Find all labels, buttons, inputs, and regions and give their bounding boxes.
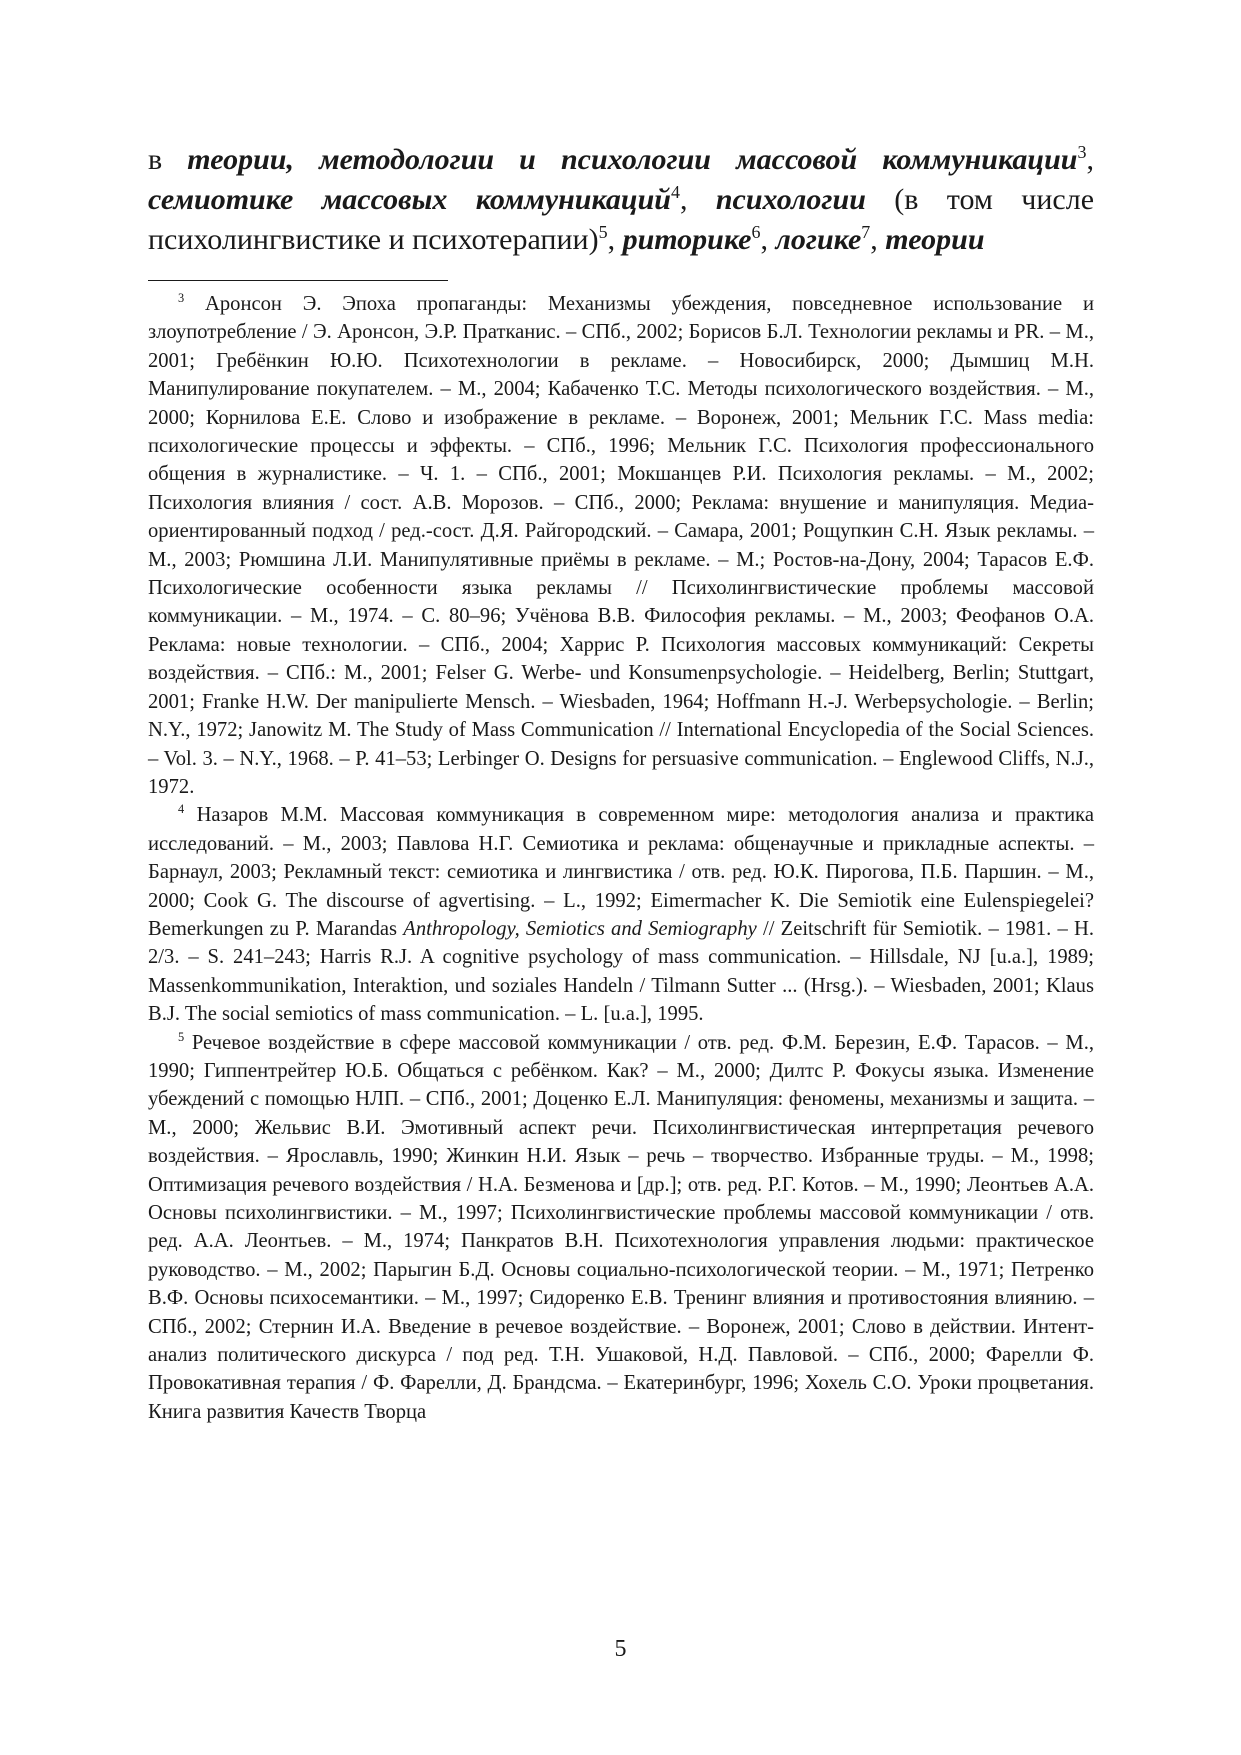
body-text: , xyxy=(679,183,716,216)
footnote-ref-5[interactable]: 5 xyxy=(598,222,608,242)
body-text: , xyxy=(1086,143,1094,176)
footnote-text: Аронсон Э. Эпоха пропаганды: Механизмы убеждения, повседневное использование и злоупотребление / Э. Аронсон, Э.Р. Пратканис. – СПб., 2002; Борисов Б.Л. Технологии рекламы и PR. – М., 2001; Гребёнкин Ю.Ю. Психотехнологии в рекламе. – Новосибирск, 2000; Дымшиц М.Н. Манипулирование покупателем. – М., 2004; Кабаченко Т.С. Методы психологического воздействия. – М., 2000; Корнилова Е.Е. Слово и изображение в рекламе. – Воронеж, 2001; Мельник Г.С. Mass media: психологические процессы и эффекты. – СПб., 1996; Мельник Г.С. Психология профессионального общения в журналистике. – Ч. 1. – СПб., 2001; Мокшанцев Р.И. Психология рекламы. – М., 2002; Психология влияния / сост. А.В. Морозов. – СПб., 2000; Реклама: внушение и манипуляция. Медиа-ориентированный подход / ред.-сост. Д.Я. Райгородский. – Самара, 2001; Рощупкин С.Н. Язык рекламы. – М., 2003; Рюмшина Л.И. Манипулятивные приёмы в рекламе. – М.; Ростов-на-Дону, 2004; Тарасов Е.Ф. Психологические особенности языка рекламы // Психолингвистические проблемы массовой коммуникации. – М., 1974. – С. 80–96; Учёнова В.В. Философия рекламы. – М., 2003; Феофанов О.А. Реклама: новые технологии. – СПб., 2004; Харрис Р. Психология массовых коммуникаций: Секреты воздействия. – СПб.: М., 2001; Felser G. Werbe- und Konsumenpsychologie. – Heidelberg, Berlin; Stuttgart, 2001; Franke H.W. Der manipulierte Mensch. – Wiesbaden, 1964; Hoffmann H.-J. Werbepsychologie. – Berlin; N.Y., 1972; Janowitz M. The Study of Mass Communication // International Encyclopedia of the Social Sciences. – Vol. 3. – N.Y., 1968. – P. 41–53; Lerbinger O. Designs for persuasive communication. – Englewood Cliffs, N.J., 1972. xyxy=(148,293,1094,798)
emphasis-term: риторике xyxy=(622,223,752,256)
page-number: 5 xyxy=(614,1636,627,1662)
footnote-number: 3 xyxy=(178,291,185,306)
emphasis-term: семиотике массовых коммуникаций xyxy=(148,183,671,216)
footnote-5 xyxy=(148,1029,1094,1427)
emphasis-term: теории, методологии и психологии массовой коммуникации xyxy=(187,143,1078,176)
footnote-text: // Zeitschrift für Semiotik. – 1981. – H. 2/3. – S. 241–243; Harris R.J. A cognitive psychology of mass communication. – Hillsdale, NJ [u.a.], 1989; Massenkommunikation, Interaktion, und soziales Handeln / Tilmann Sutter ... (Hrsg.). – Wiesbaden, 2001; Klaus B.J. The social semiotics of mass communication. – L. [u.a.], 1995. xyxy=(148,917,1095,1026)
footnote-number: 5 xyxy=(178,1029,185,1044)
footnote-number: 4 xyxy=(178,802,185,817)
body-text: (в том числе психолингвистике и психотерапии) xyxy=(148,183,1095,256)
body-text: , xyxy=(870,223,886,256)
footnote-4 xyxy=(148,801,1094,1028)
footnote-3 xyxy=(148,290,1094,801)
body-text: в xyxy=(148,143,188,176)
footnotes xyxy=(148,290,1094,1426)
footnote-separator xyxy=(148,280,448,281)
body-text: , xyxy=(607,223,623,256)
footnote-ref-3[interactable]: 3 xyxy=(1077,142,1087,162)
body-paragraph xyxy=(148,140,1094,260)
emphasis-term: психологии xyxy=(715,183,866,216)
footnote-italic-title: Anthropology, Semiotics and Semiography xyxy=(403,917,757,940)
emphasis-term: логике xyxy=(775,223,862,256)
footnote-text: Назаров М.М. Массовая коммуникация в современном мире: методология анализа и практика исследований. – М., 2003; Павлова Н.Г. Семиотика и реклама: общенаучные и прикладные аспекты. – Барнаул, 2003; Рекламный текст: семиотика и лингвистика / отв. ред. Ю.К. Пирогова, П.Б. Паршин. – М., 2000; Cook G. The discourse of agvertising. – L., 1992; Eimermacher K. Die Semiotik eine Eulenspiegelei? Bemerkungen zu P. Marandas xyxy=(148,804,1094,940)
footnote-ref-6[interactable]: 6 xyxy=(751,222,761,242)
emphasis-term: теории xyxy=(885,223,985,256)
footnote-ref-4[interactable]: 4 xyxy=(670,182,680,202)
footnote-ref-7[interactable]: 7 xyxy=(861,222,871,242)
body-text: , xyxy=(760,223,776,256)
footnote-text: Речевое воздействие в сфере массовой коммуникации / отв. ред. Ф.М. Березин, Е.Ф. Тарасов. – М., 1990; Гиппентрейтер Ю.Б. Общаться с ребёнком. Как? – М., 2000; Дилтс Р. Фокусы языка. Изменение убеждений с помощью НЛП. – СПб., 2001; Доценко Е.Л. Манипуляция: феномены, механизмы и защита. – М., 2000; Жельвис В.И. Эмотивный аспект речи. Психолингвистическая интерпретация речевого воздействия. – Ярославль, 1990; Жинкин Н.И. Язык – речь – творчество. Избранные труды. – М., 1998; Оптимизация речевого воздействия / Н.А. Безменова и [др.]; отв. ред. Р.Г. Котов. – М., 1990; Леонтьев А.А. Основы психолингвистики. – М., 1997; Психолингвистические проблемы массовой коммуникации / отв. ред. А.А. Леонтьев. – М., 1974; Панкратов В.Н. Психотехнология управления людьми: практическое руководство. – М., 2002; Парыгин Б.Д. Основы социально-психологической теории. – М., 1971; Петренко В.Ф. Основы психосемантики. – М., 1997; Сидоренко Е.В. Тренинг влияния и противостояния влиянию. – СПб., 2002; Стернин И.А. Введение в речевое воздействие. – Воронеж, 2001; Слово в действии. Интент-анализ политического дискурса / под ред. Т.Н. Ушаковой, Н.Д. Павловой. – СПб., 2000; Фарелли Ф. Провокативная терапия / Ф. Фарелли, Д. Брандсма. – Екатеринбург, 1996; Хохель С.О. Уроки процветания. Книга развития Качеств Творца xyxy=(148,1031,1094,1423)
